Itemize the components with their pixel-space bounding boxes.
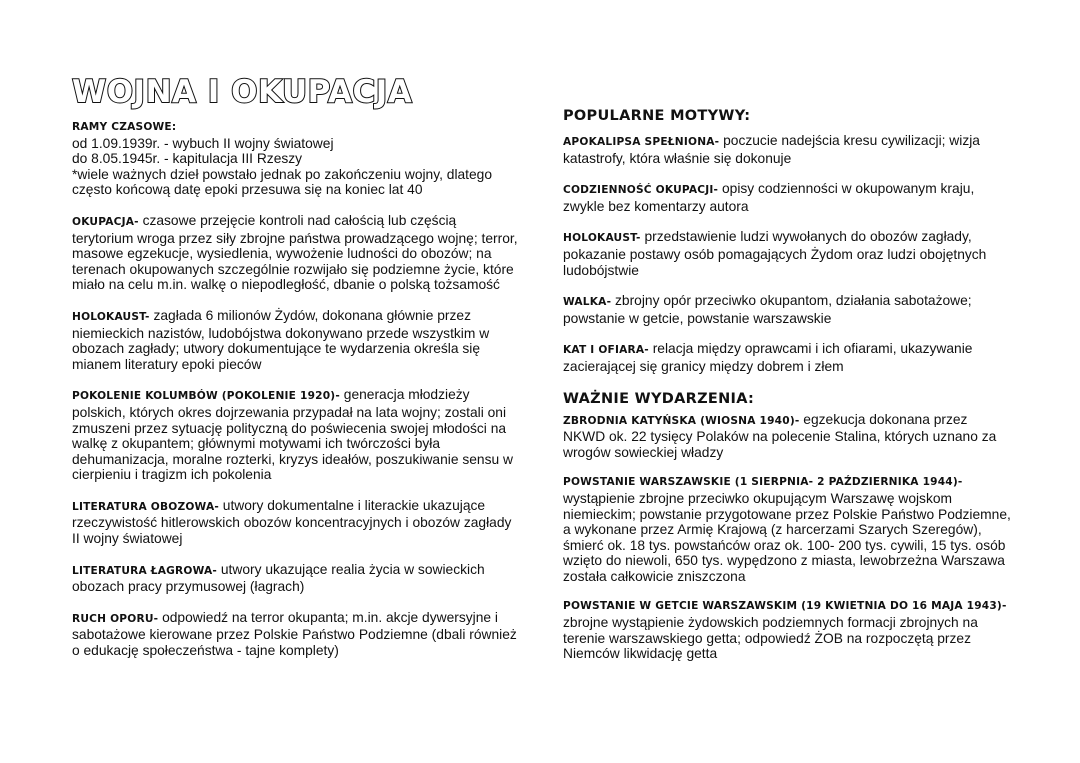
entry-text: odpowiedź na terror okupanta; m.in. akcje dywersyjne i sabotażowe kierowane przez Polskie Państwo Podziemne (dbali również o edukację społeczeństwa - tajne komplety) [72, 609, 517, 659]
entry-holokaust [72, 308, 520, 372]
page-title: WOJNA I OKUPACJA [72, 74, 413, 110]
entry-text: utwory ukazujące realia życia w sowieckich obozach pracy przymusowej (łagrach) [72, 561, 485, 595]
motif-item [563, 229, 1011, 278]
motif-text: poczucie nadejścia kresu cywilizacji; wizja katastrofy, która właśnie się dokonuje [563, 133, 980, 166]
left-column [72, 120, 520, 674]
event-item [563, 599, 1011, 661]
event-text: egzekucja dokonana przez NKWD ok. 22 tysięcy Polaków na polecenie Stalina, których uznano za wrogów sowieckiej władzy [563, 411, 997, 460]
events-heading: WAŻNIE WYDARZENIA: [563, 390, 755, 407]
entry-text: generacja młodzieży polskich, których okres dojrzewania przypadał na lata wojny; zostali oni zmuszeni przez sytuację polityczną do poświecenia swojej młodości na walkę z okupantem; głównymi motywami ich twórczości była dehumanizacja, moralne rozterki, kryzys ideałów, poszukiwanie sensu w cierpieniu i tragizm ich pokolenia [72, 387, 513, 483]
timeframe-label: RAMY CZASOWE: [72, 121, 177, 133]
motif-text: zbrojny opór przeciwko okupantom, działania sabotażowe; powstanie w getcie, powstanie warszawskie [563, 293, 972, 326]
entry-term: RUCH OPORU- [72, 612, 159, 625]
event-term: ZBRODNIA KATYŃSKA (WIOSNA 1940)- [563, 414, 800, 427]
timeframe-block [72, 120, 520, 198]
motif-item [563, 133, 1011, 166]
motif-item [563, 181, 1011, 214]
event-item [563, 475, 1011, 584]
motif-item [563, 341, 1011, 374]
motif-text: relacja między oprawcami i ich ofiarami, ukazywanie zacierającej się granicy między dobrem i złem [563, 341, 973, 374]
motif-term: KAT I OFIARA- [563, 344, 649, 357]
entry-term: HOLOKAUST- [72, 310, 150, 323]
entry-text: zagłada 6 milionów Żydów, dokonana głównie przez niemieckich nazistów, ludobójstwa dokonywano przede wszystkim w obozach zagłady; utwory dokumentujące te wydarzenia określa się mianem literatury epoki pieców [72, 307, 490, 372]
motif-text: przedstawienie ludzi wywołanych do obozów zagłady, pokazanie postawy osób pomagających Żydom oraz ludzi obojętnych ludobójstwie [563, 229, 987, 278]
entry-text: czasowe przejęcie kontroli nad całością lub częścią terytorium wroga przez siły zbrojne państwa prowadzącego wojnę; terror, masowe egzekucje, wysiedlenia, wywożenie ludności do obozów; na terenach okupowanych szczególnie rozwijało się podziemne życie, które miało na celu m.in. walkę o niepodległość, dbanie o polską tożsamość [72, 212, 518, 293]
event-term: POWSTANIE W GETCIE WARSZAWSKIM (19 KWIETNIA DO 16 MAJA 1943)- [563, 600, 1007, 613]
motif-term: WALKA- [563, 296, 612, 309]
entry-literatura-lagrowa [72, 562, 520, 595]
timeframe-note: *wiele ważnych dzieł powstało jednak po zakończeniu wojny, dlatego często końcową datę epoki przesuwa się na koniec lat 40 [72, 166, 493, 198]
entry-pokolenie-kolumbow [72, 387, 520, 483]
event-text: wystąpienie zbrojne przeciwko okupującym Warszawę wojskom niemieckim; powstanie przygotowane przez Polskie Państwo Podziemne, a wykonane przez Armię Krajową (z harcerzami Szarych Szeregów), śmierć ok. 18 tys. powstańców oraz ok. 100- 200 tys. cywili, 15 tys. osób wzięto do niewoli, 650 tys. wypędzono z miasta, lewobrzeżna Warszawa została całkowicie zniszczona [563, 490, 1011, 584]
entry-text: utwory dokumentalne i literackie ukazujące rzeczywistość hitlerowskich obozów koncentracyjnych i obozów zagłady II wojny światowej [72, 497, 512, 547]
entry-okupacja [72, 213, 520, 293]
event-item [563, 412, 1011, 461]
entry-term: POKOLENIE KOLUMBÓW (POKOLENIE 1920)- [72, 390, 340, 403]
motif-text: opisy codzienności w okupowanym kraju, zwykle bez komentarzy autora [563, 181, 975, 214]
event-text: zbrojne wystąpienie żydowskich podziemnych formacji zbrojnych na terenie warszawskiego getta; odpowiedź ŻOB na rozpoczętą przez Niemców likwidację getta [563, 615, 978, 662]
entry-term: LITERATURA OBOZOWA- [72, 500, 219, 513]
right-column [563, 107, 1011, 677]
entry-ruch-oporu [72, 610, 520, 659]
motif-term: APOKALIPSA SPEŁNIONA- [563, 136, 720, 148]
motifs-heading: POPULARNE MOTYWY: [563, 108, 751, 124]
motif-term: CODZIENNOŚĆ OKUPACJI- [563, 184, 719, 197]
entry-literatura-obozowa [72, 498, 520, 547]
event-term: POWSTANIE WARSZAWSKIE (1 SIERPNIA- 2 PAŹDZIERNIKA 1944)- [563, 476, 963, 489]
timeframe-line: do 8.05.1945r. - kapitulacja III Rzeszy [72, 151, 303, 167]
entry-term: LITERATURA ŁAGROWA- [72, 564, 218, 577]
entry-term: OKUPACJA- [72, 215, 139, 228]
timeframe-line: od 1.09.1939r. - wybuch II wojny światowej [72, 135, 334, 151]
motif-term: HOLOKAUST- [563, 232, 641, 245]
motif-item [563, 293, 1011, 326]
